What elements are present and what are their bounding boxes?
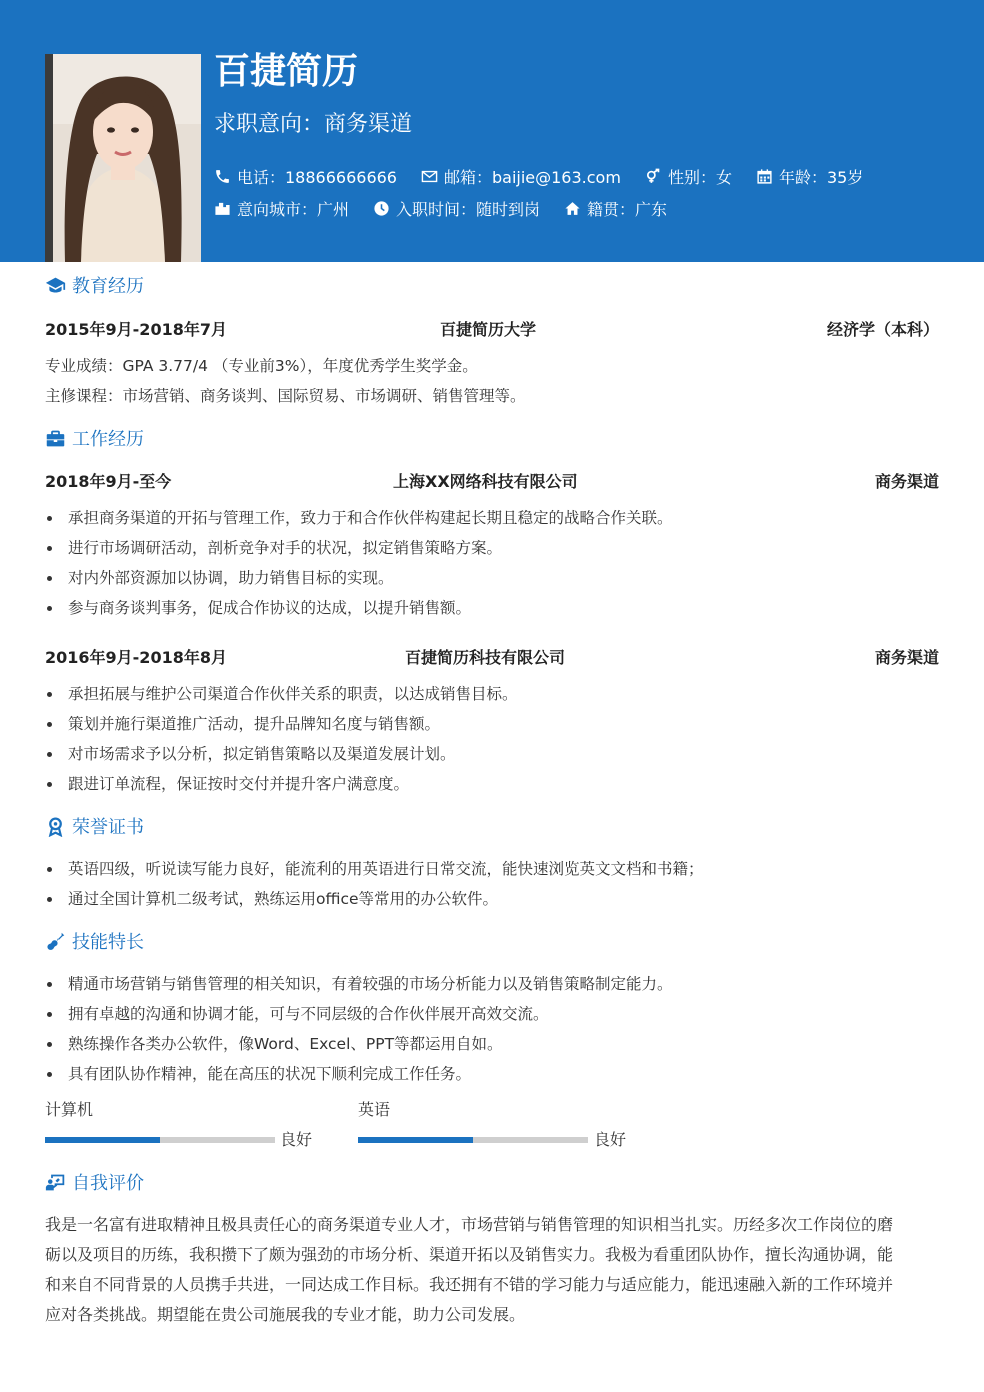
start-info [373, 197, 540, 220]
paragraph-line: 应对各类挑战。期望能在贵公司施展我的专业才能，助力公司发展。 [45, 1305, 526, 1324]
age-info [756, 165, 863, 188]
paragraph-line: 我是一名富有进取精神且极具责任心的商务渠道专业人才，市场营销与销售管理的知识相当扎实。历经多次工作岗位的磨 [45, 1215, 894, 1234]
section-skills-title [45, 928, 144, 954]
skill-bar [45, 1137, 275, 1143]
education-line: 专业成绩：GPA 3.77/4 （专业前3%），年度优秀学生奖学金。 [45, 357, 478, 375]
education-degree: 经济学（本科） [826, 320, 939, 339]
photo-edge [45, 54, 53, 262]
education-line: 主修课程：市场营销、商务谈判、国际贸易、市场调研、销售管理等。 [45, 387, 526, 405]
list-item: 进行市场调研活动，剖析竞争对手的状况，拟定销售策略方案。 [45, 536, 502, 560]
list-item: 通过全国计算机二级考试，熟练运用office等常用的办公软件。 [45, 887, 498, 911]
email-info [421, 165, 621, 188]
list-item: 参与商务谈判事务，促成合作协议的达成，以提升销售额。 [45, 596, 471, 620]
gender-info [645, 165, 732, 188]
list-item: 英语四级，听说读写能力良好，能流利的用英语进行日常交流，能快速浏览英文文档和书籍； [45, 857, 704, 881]
email-text: 邮箱：baijie@163.com [443, 167, 621, 187]
city-text: 意向城市：广州 [237, 199, 350, 219]
list-item: 对市场需求予以分析，拟定销售策略以及渠道发展计划。 [45, 742, 456, 766]
presenter-icon [45, 1172, 66, 1193]
phone-icon [214, 168, 231, 185]
city-info [214, 197, 349, 220]
section-title-text: 自我评价 [72, 1173, 144, 1194]
list-item: 跟进订单流程，保证按时交付并提升客户满意度。 [45, 772, 409, 796]
profile-photo [45, 54, 201, 262]
skill-bar-fill [45, 1137, 160, 1143]
job-intent: 求职意向：商务渠道 [214, 112, 413, 137]
list-item: 对内外部资源加以协调，助力销售目标的实现。 [45, 566, 394, 590]
gender-icon [645, 168, 662, 185]
list-item: 具有团队协作精神，能在高压的状况下顺利完成工作任务。 [45, 1062, 471, 1086]
skill-level: 良好 [280, 1130, 313, 1149]
phone-info [214, 165, 397, 188]
clock-icon [373, 200, 390, 217]
section-title-text: 技能特长 [72, 932, 144, 953]
self-evaluation-paragraph [45, 1210, 945, 1330]
origin-text: 籍贯：广东 [587, 199, 668, 219]
graduation-cap-icon [45, 275, 66, 296]
work-period: 2016年9月-2018年8月 [45, 648, 227, 667]
phone-text: 电话：18866666666 [237, 167, 397, 187]
paragraph-line: 和来自不同背景的人员携手共进，一同达成工作目标。我还拥有不错的学习能力与适应能力，能迅速融入新的工作环境并 [45, 1275, 894, 1294]
work-company: 百捷简历科技有限公司 [405, 648, 566, 667]
section-title-text: 荣誉证书 [72, 817, 144, 838]
origin-info [564, 197, 667, 220]
award-icon [45, 816, 66, 837]
work-entry-head [45, 470, 939, 494]
work-company: 上海XX网络科技有限公司 [393, 472, 578, 491]
gender-text: 性别：女 [667, 167, 732, 187]
skill-level: 良好 [594, 1130, 627, 1149]
education-period: 2015年9月-2018年7月 [45, 320, 227, 339]
guitar-icon [45, 931, 66, 952]
contact-row-2 [214, 196, 691, 220]
list-item: 熟练操作各类办公软件，像Word、Excel、PPT等都运用自如。 [45, 1032, 503, 1056]
age-text: 年龄：35岁 [778, 167, 864, 187]
section-self-title [45, 1169, 144, 1195]
skill-name: 计算机 [45, 1100, 94, 1119]
work-role: 商务渠道 [874, 648, 939, 667]
candidate-name: 百捷简历 [214, 51, 359, 92]
skill-name: 英语 [358, 1100, 391, 1119]
section-title-text: 教育经历 [72, 276, 144, 297]
work-entry-head [45, 646, 939, 670]
calendar-icon [756, 168, 773, 185]
skill-bar [358, 1137, 588, 1143]
work-role: 商务渠道 [874, 472, 939, 491]
section-work-title [45, 425, 144, 451]
envelope-icon [421, 168, 438, 185]
home-icon [564, 200, 581, 217]
start-text: 入职时间：随时到岗 [396, 199, 541, 219]
city-icon [214, 200, 231, 217]
list-item: 承担拓展与维护公司渠道合作伙伴关系的职责，以达成销售目标。 [45, 682, 518, 706]
paragraph-line: 砺以及项目的历练，我积攒下了颇为强劲的市场分析、渠道开拓以及销售实力。我极为看重团队协作，擅长沟通协调，能 [45, 1245, 894, 1264]
education-school: 百捷简历大学 [440, 320, 537, 339]
briefcase-icon [45, 428, 66, 449]
skill-bar-fill [358, 1137, 473, 1143]
section-honors-title [45, 813, 144, 839]
list-item: 策划并施行渠道推广活动，提升品牌知名度与销售额。 [45, 712, 440, 736]
list-item: 拥有卓越的沟通和协调才能，可与不同层级的合作伙伴展开高效交流。 [45, 1002, 549, 1026]
section-title-text: 工作经历 [72, 429, 144, 450]
list-item: 承担商务渠道的开拓与管理工作，致力于和合作伙伴构建起长期且稳定的战略合作关联。 [45, 506, 673, 530]
list-item: 精通市场营销与销售管理的相关知识，有着较强的市场分析能力以及销售策略制定能力。 [45, 972, 673, 996]
work-period: 2018年9月-至今 [45, 472, 172, 491]
education-entry-head [45, 318, 939, 342]
portrait-image [45, 54, 201, 262]
contact-row-1 [214, 164, 887, 188]
section-education-title [45, 272, 144, 298]
